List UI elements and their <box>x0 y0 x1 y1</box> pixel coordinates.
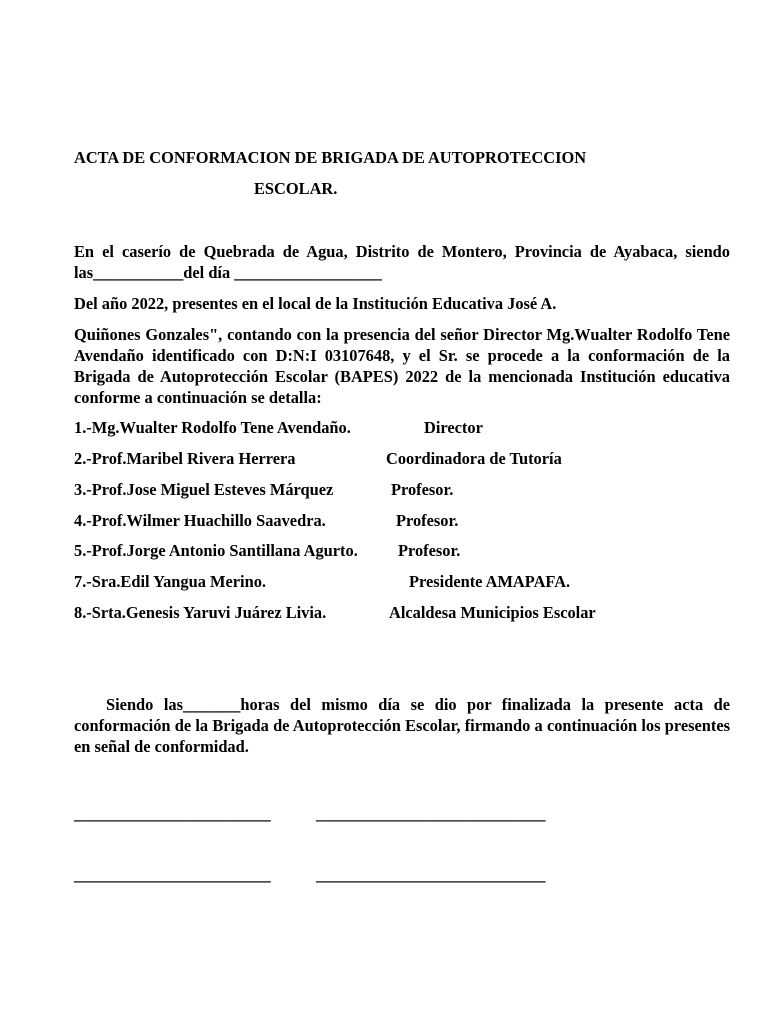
signature-line: ____________________________ <box>316 865 546 884</box>
member-role: Presidente AMAPAFA. <box>409 572 571 591</box>
member-name: 8.-Srta.Genesis Yaruvi Juárez Livia. <box>74 603 327 622</box>
member-role: Director <box>424 418 483 437</box>
member-name: 5.-Prof.Jorge Antonio Santillana Agurto. <box>74 541 358 560</box>
member-role: Profesor. <box>396 511 459 530</box>
member-name: 1.-Mg.Wualter Rodolfo Tene Avendaño. <box>74 418 351 437</box>
member-name: 7.-Sra.Edil Yangua Merino. <box>74 572 266 591</box>
presence-paragraph: Quiñones Gonzales", contando con la presencia del señor Director Mg.Wualter Rodolfo Tene Avendaño identificado con D:N:I 03107648, y el Sr. se procede a la conformación de la Brigada de Autoprotección Escolar (BAPES) 2022 de la mencionada Institución educativa conforme a continuación se detalla: <box>74 325 730 407</box>
member-name: 3.-Prof.Jose Miguel Esteves Márquez <box>74 480 334 499</box>
member-item <box>74 417 483 438</box>
member-item <box>74 479 454 500</box>
member-name: 4.-Prof.Wilmer Huachillo Saavedra. <box>74 511 326 530</box>
document-title-line-1: ACTA DE CONFORMACION DE BRIGADA DE AUTOPROTECCION <box>74 148 587 167</box>
member-item <box>74 602 596 623</box>
member-item <box>74 448 562 469</box>
member-role: Alcaldesa Municipios Escolar <box>389 603 596 622</box>
member-item <box>74 571 571 592</box>
signature-line: ________________________ <box>74 865 271 884</box>
signature-line: ________________________ <box>74 804 271 823</box>
member-name: 2.-Prof.Maribel Rivera Herrera <box>74 449 296 468</box>
member-item <box>74 540 461 561</box>
document-title-line-2: ESCOLAR. <box>254 179 338 198</box>
member-role: Profesor. <box>398 541 461 560</box>
closing-paragraph: Siendo las_______horas del mismo día se dio por finalizada la presente acta de conformación de la Brigada de Autoprotección Escolar, firmando a continuación los presentes en señal de conformidad. <box>74 695 730 756</box>
member-item <box>74 510 459 531</box>
signature-line: ____________________________ <box>316 804 546 823</box>
member-role: Coordinadora de Tutoría <box>386 449 562 468</box>
year-paragraph: Del año 2022, presentes en el local de la Institución Educativa José A. <box>74 294 557 313</box>
intro-paragraph: En el caserío de Quebrada de Agua, Distrito de Montero, Provincia de Ayabaca, siendo las___________del día __________________ <box>74 242 730 282</box>
member-role: Profesor. <box>391 480 454 499</box>
